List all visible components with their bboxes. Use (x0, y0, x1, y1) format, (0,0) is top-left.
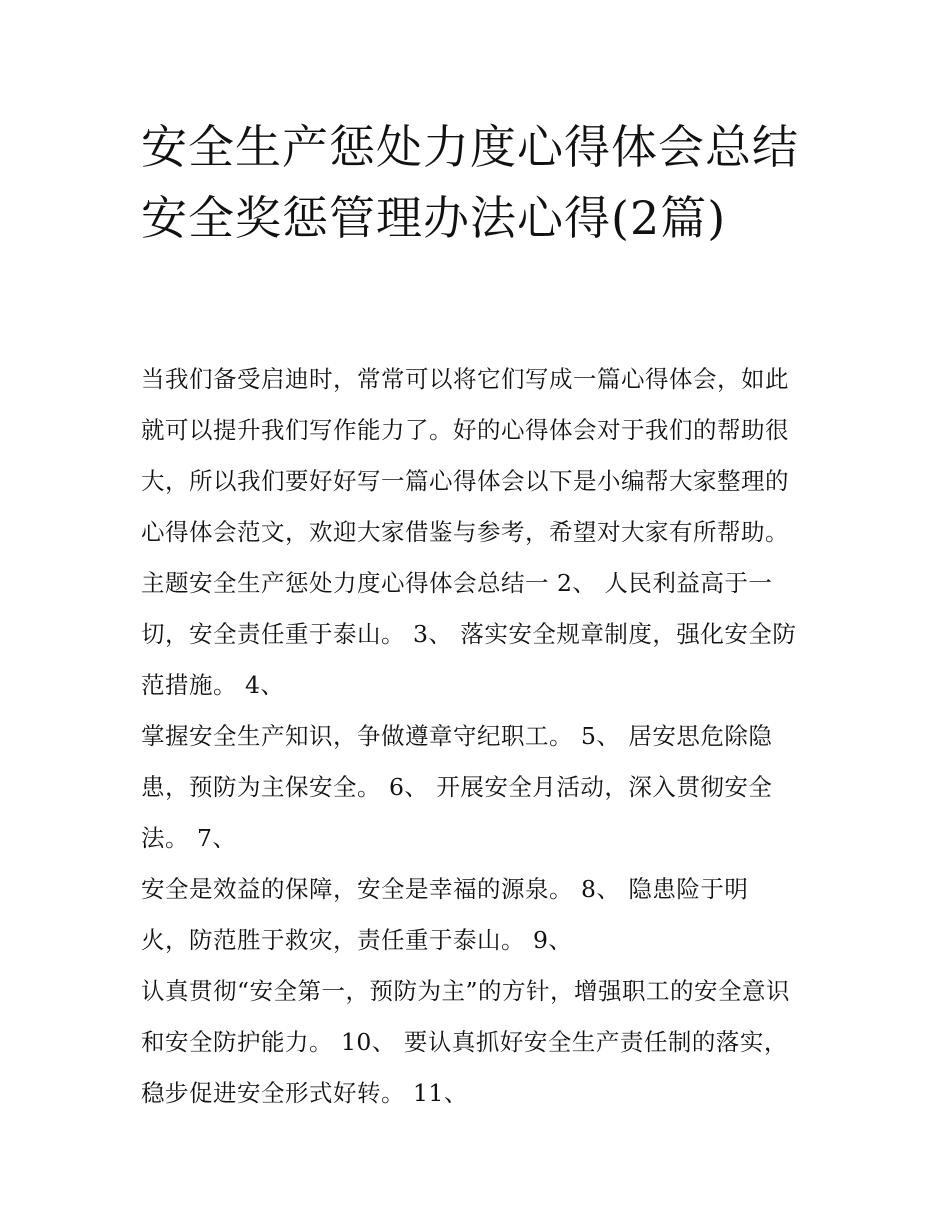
body-line: 法。 7、 (141, 824, 237, 852)
body-line: 安全是效益的保障，安全是幸福的源泉。 8、 隐患险于明 (141, 875, 749, 903)
body-line: 稳步促进安全形式好转。 11、 (141, 1079, 468, 1107)
body-line: 切，安全责任重于泰山。 3、 落实安全规章制度，强化安全防 (141, 620, 797, 648)
body-line: 和安全防护能力。 10、 要认真抓好安全生产责任制的落实， (141, 1028, 788, 1056)
body-line: 认真贯彻“安全第一，预防为主”的方针，增强职工的安全意识 (141, 977, 791, 1005)
body-line: 当我们备受启迪时，常常可以将它们写成一篇心得体会，如此 (141, 365, 789, 393)
body-line: 主题安全生产惩处力度心得体会总结一 2、 人民利益高于一 (141, 569, 773, 597)
document-body (141, 354, 831, 1119)
body-line: 患，预防为主保安全。 6、 开展安全月活动，深入贯彻安全 (141, 773, 773, 801)
body-line: 大，所以我们要好好写一篇心得体会以下是小编帮大家整理的 (141, 467, 789, 495)
document-title: 安全生产惩处力度心得体会总结 安全奖惩管理办法心得(2篇) (141, 120, 799, 245)
body-line: 火，防范胜于救灾，责任重于泰山。 9、 (141, 926, 573, 954)
body-line: 心得体会范文，欢迎大家借鉴与参考，希望对大家有所帮助。 (141, 518, 789, 546)
body-line: 就可以提升我们写作能力了。好的心得体会对于我们的帮助很 (141, 416, 789, 444)
body-line: 掌握安全生产知识，争做遵章守纪职工。 5、 居安思危除隐 (141, 722, 773, 750)
body-line: 范措施。 4、 (141, 671, 285, 699)
